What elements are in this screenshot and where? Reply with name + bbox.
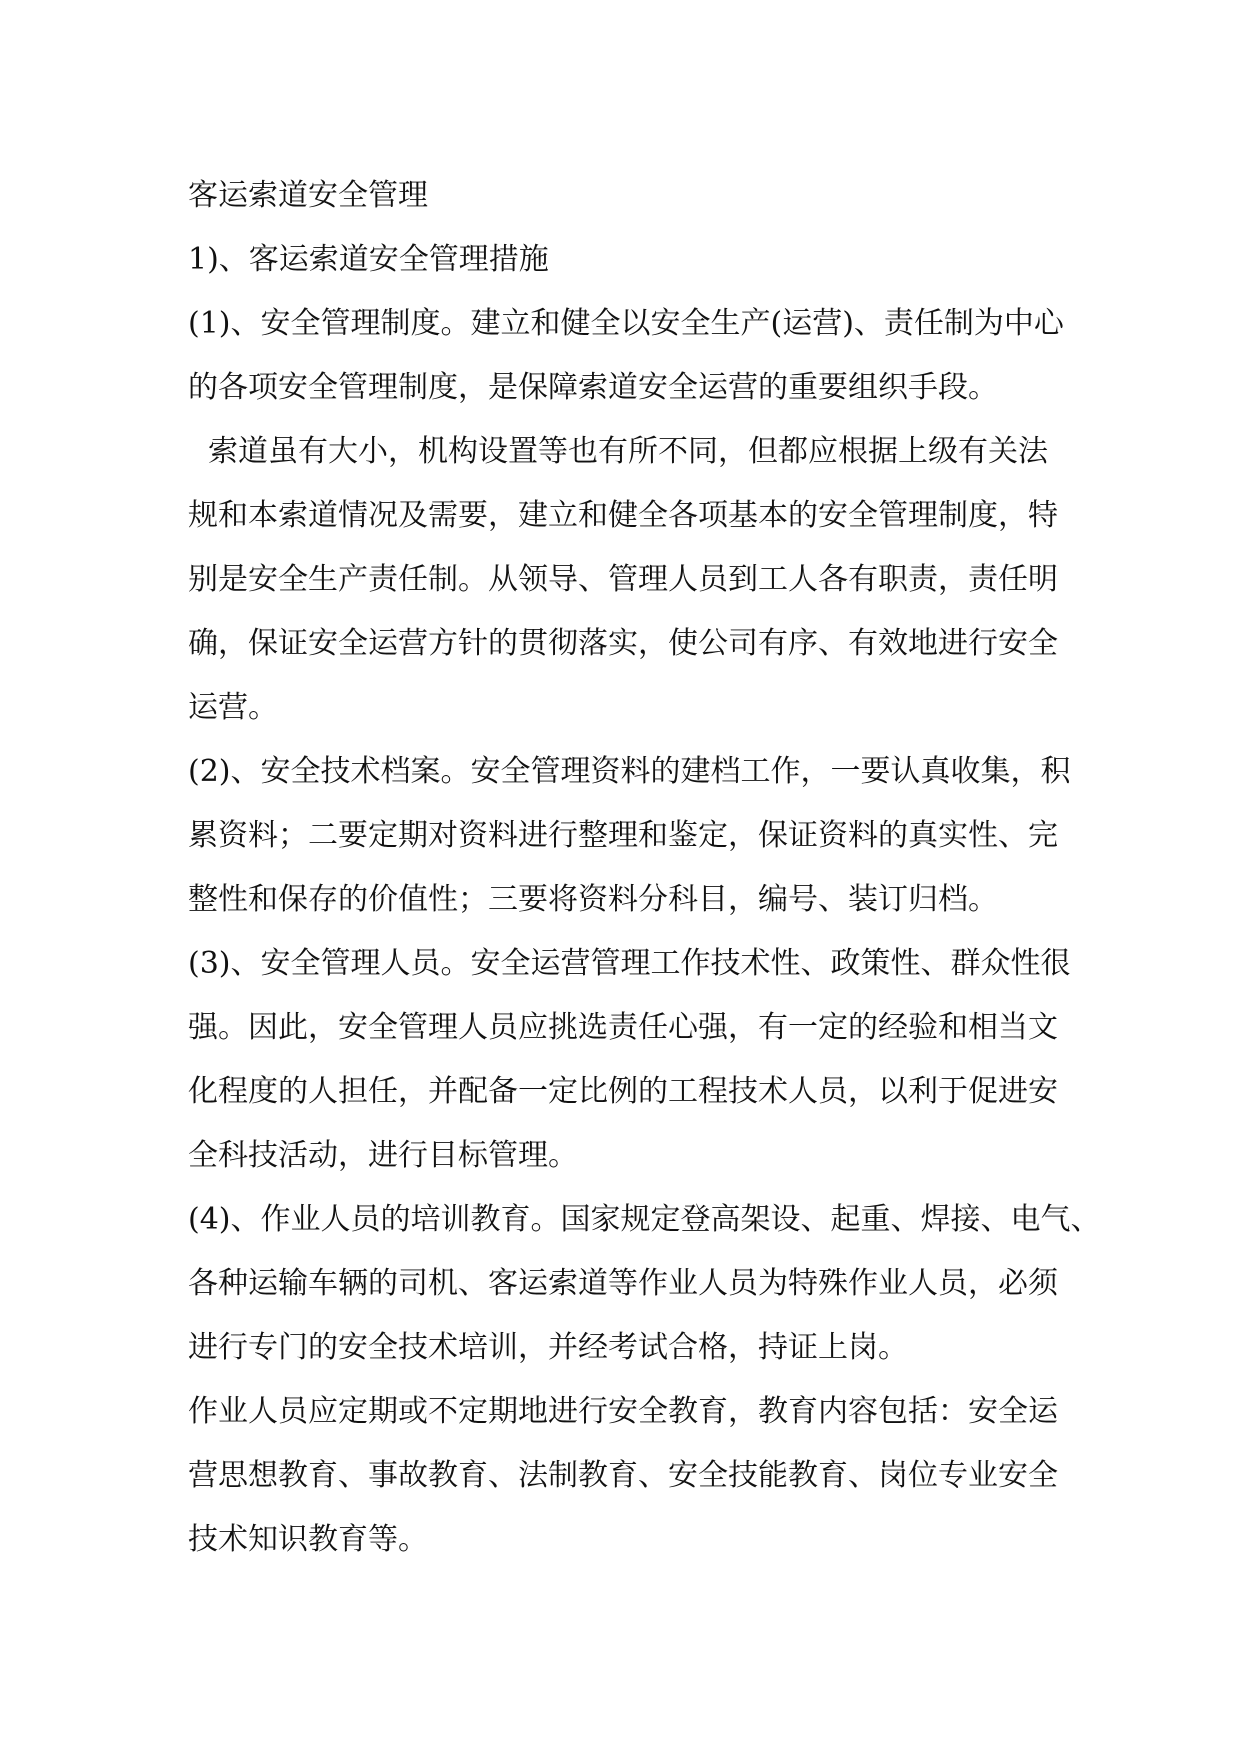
- paragraph-line: 规和本索道情况及需要，建立和健全各项基本的安全管理制度，特: [188, 498, 1058, 533]
- paragraph-line: 各种运输车辆的司机、客运索道等作业人员为特殊作业人员，必须: [188, 1266, 1058, 1301]
- paragraph-line: 索道虽有大小，机构设置等也有所不同，但都应根据上级有关法: [208, 434, 1048, 469]
- paragraph-line: (1)、安全管理制度。建立和健全以安全生产(运营)、责任制为中心: [188, 306, 1064, 341]
- paragraph-line: 全科技活动，进行目标管理。: [188, 1138, 578, 1173]
- paragraph-line: (2)、安全技术档案。安全管理资料的建档工作，一要认真收集，积: [188, 754, 1071, 789]
- section-heading: 1)、客运索道安全管理措施: [188, 242, 549, 277]
- paragraph-line: 运营。: [188, 690, 278, 725]
- paragraph-line: 确，保证安全运营方针的贯彻落实，使公司有序、有效地进行安全: [188, 626, 1058, 661]
- document-title: 客运索道安全管理: [188, 178, 428, 213]
- paragraph-line: 别是安全生产责任制。从领导、管理人员到工人各有职责，责任明: [188, 562, 1058, 597]
- paragraph-line: 技术知识教育等。: [188, 1522, 428, 1557]
- paragraph-line: 进行专门的安全技术培训，并经考试合格，持证上岗。: [188, 1330, 908, 1365]
- paragraph-line: 化程度的人担任，并配备一定比例的工程技术人员，以利于促进安: [188, 1074, 1058, 1109]
- paragraph-line: 整性和保存的价值性；三要将资料分科目，编号、装订归档。: [188, 882, 998, 917]
- paragraph-line: 营思想教育、事故教育、法制教育、安全技能教育、岗位专业安全: [188, 1458, 1058, 1493]
- document-body: [188, 164, 1101, 1572]
- paragraph-line: (3)、安全管理人员。安全运营管理工作技术性、政策性、群众性很: [188, 946, 1071, 981]
- paragraph-line: 强。因此，安全管理人员应挑选责任心强，有一定的经验和相当文: [188, 1010, 1058, 1045]
- paragraph-line: 累资料；二要定期对资料进行整理和鉴定，保证资料的真实性、完: [188, 818, 1058, 853]
- paragraph-line: 作业人员应定期或不定期地进行安全教育，教育内容包括：安全运: [188, 1394, 1058, 1429]
- paragraph-line: 的各项安全管理制度，是保障索道安全运营的重要组织手段。: [188, 370, 998, 405]
- paragraph-line: (4)、作业人员的培训教育。国家规定登高架设、起重、焊接、电气、: [188, 1202, 1101, 1237]
